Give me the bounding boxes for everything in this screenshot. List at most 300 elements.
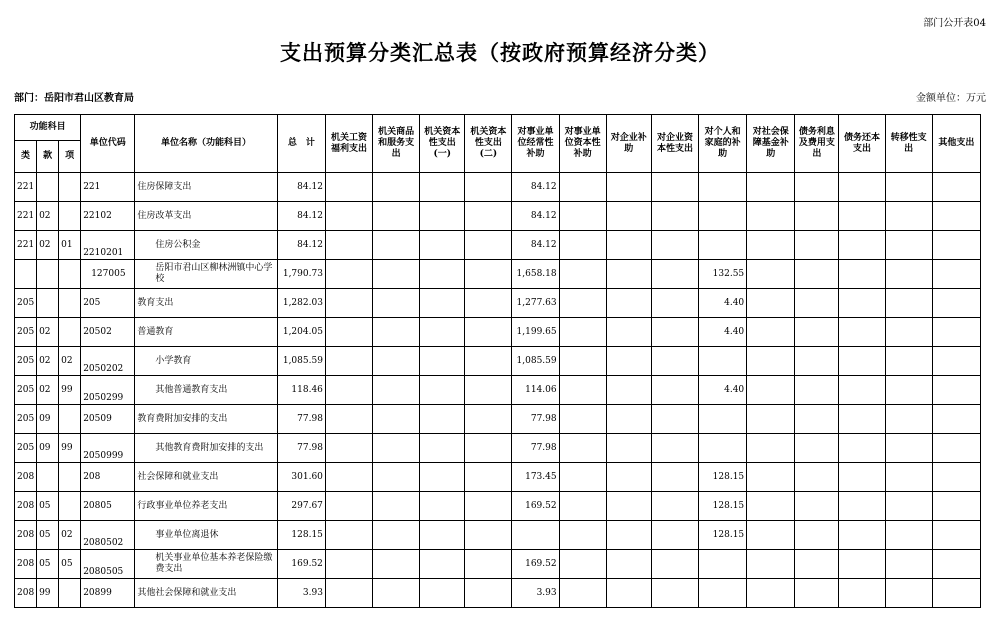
cell-value (373, 521, 420, 550)
cell-value (932, 376, 980, 405)
cell-value (932, 202, 980, 231)
cell-value (747, 289, 795, 318)
cell-unit-code: 20509 (81, 405, 135, 434)
cell-unit-code: 20899 (81, 579, 135, 608)
table-row (15, 376, 981, 405)
cell-value (325, 202, 372, 231)
cell-value (795, 289, 839, 318)
header-col: 其他支出 (932, 115, 980, 173)
cell-value (606, 231, 651, 260)
cell-value (932, 521, 980, 550)
cell-value (325, 550, 372, 579)
cell-value: 169.52 (512, 550, 559, 579)
cell-value (373, 173, 420, 202)
header-unit-code: 单位代码 (81, 115, 135, 173)
cell-unit-code: 2050202 (81, 347, 135, 376)
cell-value (747, 202, 795, 231)
header-col: 对社会保障基金补助 (747, 115, 795, 173)
cell-value (699, 434, 747, 463)
table-row (15, 463, 981, 492)
cell-value (932, 260, 980, 289)
cell-value (651, 405, 698, 434)
cell-value (795, 463, 839, 492)
cell-total: 3.93 (277, 579, 325, 608)
table-body (15, 173, 981, 608)
cell-value: 77.98 (512, 405, 559, 434)
cell-value (651, 376, 698, 405)
cell-kuan: 09 (37, 434, 59, 463)
table-row (15, 231, 981, 260)
cell-xiang (59, 579, 81, 608)
cell-value (747, 231, 795, 260)
cell-value (795, 347, 839, 376)
header-col: 债务还本支出 (839, 115, 885, 173)
cell-value (606, 173, 651, 202)
cell-kuan: 05 (37, 521, 59, 550)
table-row (15, 434, 981, 463)
cell-value (465, 579, 512, 608)
cell-kuan: 99 (37, 579, 59, 608)
cell-value: 128.15 (699, 463, 747, 492)
cell-value (747, 434, 795, 463)
cell-value (885, 463, 932, 492)
cell-value (373, 318, 420, 347)
cell-value (932, 579, 980, 608)
cell-value (606, 376, 651, 405)
cell-value (747, 463, 795, 492)
cell-value (651, 202, 698, 231)
cell-unit-code: 2210201 (81, 231, 135, 260)
cell-xiang (59, 318, 81, 347)
cell-value (325, 492, 372, 521)
cell-total: 1,282.03 (277, 289, 325, 318)
cell-value (885, 289, 932, 318)
table-row (15, 405, 981, 434)
cell-value (932, 231, 980, 260)
cell-lei: 205 (15, 376, 37, 405)
cell-kuan: 02 (37, 231, 59, 260)
cell-value (839, 318, 885, 347)
header-col: 对企业资本性支出 (651, 115, 698, 173)
cell-lei: 221 (15, 231, 37, 260)
cell-value (420, 231, 465, 260)
cell-value: 4.40 (699, 289, 747, 318)
cell-value (420, 492, 465, 521)
cell-lei: 221 (15, 202, 37, 231)
cell-value (373, 202, 420, 231)
cell-value (885, 173, 932, 202)
cell-value (559, 521, 606, 550)
table-row (15, 550, 981, 579)
cell-value (373, 434, 420, 463)
cell-value (651, 231, 698, 260)
cell-value (747, 260, 795, 289)
cell-value (606, 347, 651, 376)
header-xiang: 项 (59, 141, 81, 173)
cell-value (465, 260, 512, 289)
cell-value (795, 550, 839, 579)
cell-value (559, 318, 606, 347)
cell-value (373, 463, 420, 492)
cell-value (699, 550, 747, 579)
cell-lei: 208 (15, 579, 37, 608)
cell-unit-name: 社会保障和就业支出 (135, 463, 277, 492)
cell-value (325, 318, 372, 347)
cell-total: 1,204.05 (277, 318, 325, 347)
cell-value (795, 202, 839, 231)
cell-unit-name: 小学教育 (135, 347, 277, 376)
cell-unit-code: 2050999 (81, 434, 135, 463)
cell-kuan: 02 (37, 318, 59, 347)
cell-xiang: 01 (59, 231, 81, 260)
cell-unit-name: 教育费附加安排的支出 (135, 405, 277, 434)
cell-xiang: 99 (59, 376, 81, 405)
cell-unit-name: 教育支出 (135, 289, 277, 318)
cell-total: 77.98 (277, 405, 325, 434)
cell-value (651, 579, 698, 608)
cell-xiang (59, 463, 81, 492)
cell-xiang (59, 289, 81, 318)
cell-value (559, 376, 606, 405)
cell-value (373, 289, 420, 318)
cell-value (420, 376, 465, 405)
cell-value (606, 521, 651, 550)
cell-unit-name: 住房改革支出 (135, 202, 277, 231)
cell-xiang (59, 173, 81, 202)
cell-value (325, 231, 372, 260)
cell-value: 4.40 (699, 318, 747, 347)
cell-value (420, 347, 465, 376)
cell-value: 84.12 (512, 231, 559, 260)
cell-value (512, 521, 559, 550)
header-col: 机关商品和服务支出 (373, 115, 420, 173)
page-title: 支出预算分类汇总表（按政府预算经济分类） (280, 40, 720, 65)
cell-value (325, 463, 372, 492)
cell-value (839, 579, 885, 608)
cell-value (795, 231, 839, 260)
cell-value (559, 579, 606, 608)
cell-unit-name: 其他教育费附加安排的支出 (135, 434, 277, 463)
cell-lei: 208 (15, 521, 37, 550)
cell-value (839, 434, 885, 463)
cell-unit-name: 普通教育 (135, 318, 277, 347)
cell-value (747, 492, 795, 521)
cell-xiang (59, 405, 81, 434)
cell-total: 1,790.73 (277, 260, 325, 289)
header-col: 机关资本性支出(二) (465, 115, 512, 173)
amount-unit-label: 金额单位：万元 (916, 93, 986, 104)
cell-unit-code: 221 (81, 173, 135, 202)
header-col: 债务利息及费用支出 (795, 115, 839, 173)
cell-value (699, 173, 747, 202)
header-col: 对事业单位资本性补助 (559, 115, 606, 173)
cell-kuan: 02 (37, 202, 59, 231)
cell-unit-code: 205 (81, 289, 135, 318)
cell-value (885, 202, 932, 231)
cell-value (325, 260, 372, 289)
cell-value (465, 492, 512, 521)
cell-kuan: 02 (37, 347, 59, 376)
cell-value (885, 434, 932, 463)
header-col: 转移性支出 (885, 115, 932, 173)
cell-value (559, 434, 606, 463)
cell-value (747, 405, 795, 434)
cell-kuan: 09 (37, 405, 59, 434)
cell-value (420, 434, 465, 463)
cell-value (559, 463, 606, 492)
header-function-subject: 功能科目 (15, 115, 81, 141)
cell-value (699, 202, 747, 231)
cell-value (795, 173, 839, 202)
cell-value (932, 492, 980, 521)
cell-value (559, 405, 606, 434)
cell-value (795, 521, 839, 550)
cell-value (465, 405, 512, 434)
cell-value: 169.52 (512, 492, 559, 521)
cell-value (651, 550, 698, 579)
header-lei: 类 (15, 141, 37, 173)
cell-value (885, 260, 932, 289)
cell-unit-name: 岳阳市君山区柳林洲镇中心学校 (135, 260, 277, 289)
cell-value (651, 173, 698, 202)
cell-lei: 205 (15, 318, 37, 347)
cell-value (699, 347, 747, 376)
cell-value (932, 347, 980, 376)
header-col: 对企业补助 (606, 115, 651, 173)
cell-unit-name: 其他普通教育支出 (135, 376, 277, 405)
cell-unit-name: 住房公积金 (135, 231, 277, 260)
cell-unit-code: 2050299 (81, 376, 135, 405)
cell-value: 1,277.63 (512, 289, 559, 318)
cell-value (606, 579, 651, 608)
cell-value (839, 231, 885, 260)
cell-value (747, 579, 795, 608)
cell-value (885, 579, 932, 608)
cell-xiang (59, 260, 81, 289)
cell-value (559, 260, 606, 289)
cell-value (325, 434, 372, 463)
cell-value (932, 405, 980, 434)
department-label: 部门：岳阳市君山区教育局 (14, 93, 134, 104)
cell-value: 77.98 (512, 434, 559, 463)
cell-value (420, 521, 465, 550)
cell-xiang: 05 (59, 550, 81, 579)
table-row (15, 202, 981, 231)
cell-total: 301.60 (277, 463, 325, 492)
cell-value (373, 405, 420, 434)
cell-value (325, 579, 372, 608)
cell-value (606, 260, 651, 289)
cell-value (699, 405, 747, 434)
cell-value (885, 347, 932, 376)
cell-value (420, 550, 465, 579)
cell-value (885, 376, 932, 405)
cell-value (651, 318, 698, 347)
cell-value (559, 347, 606, 376)
cell-value (465, 202, 512, 231)
cell-value (795, 376, 839, 405)
cell-value (885, 492, 932, 521)
cell-value (559, 173, 606, 202)
cell-unit-code: 2080505 (81, 550, 135, 579)
cell-kuan: 05 (37, 492, 59, 521)
cell-value (325, 521, 372, 550)
cell-xiang: 02 (59, 347, 81, 376)
cell-value (465, 347, 512, 376)
cell-value (465, 550, 512, 579)
cell-value (795, 318, 839, 347)
table-row (15, 579, 981, 608)
cell-lei (15, 260, 37, 289)
cell-lei: 205 (15, 434, 37, 463)
cell-total: 118.46 (277, 376, 325, 405)
table-row (15, 260, 981, 289)
table-row (15, 492, 981, 521)
cell-value (885, 521, 932, 550)
cell-value (651, 434, 698, 463)
cell-value (606, 463, 651, 492)
cell-value (559, 202, 606, 231)
cell-total: 84.12 (277, 173, 325, 202)
table-row (15, 347, 981, 376)
cell-kuan: 05 (37, 550, 59, 579)
cell-value: 4.40 (699, 376, 747, 405)
cell-value (747, 173, 795, 202)
cell-value (606, 318, 651, 347)
cell-value (651, 289, 698, 318)
cell-unit-code: 20805 (81, 492, 135, 521)
cell-value: 3.93 (512, 579, 559, 608)
cell-total: 84.12 (277, 231, 325, 260)
cell-value (839, 202, 885, 231)
cell-value (559, 550, 606, 579)
expenditure-table (14, 114, 981, 608)
cell-value (465, 231, 512, 260)
table-row (15, 318, 981, 347)
cell-kuan (37, 173, 59, 202)
cell-value (373, 376, 420, 405)
cell-lei: 205 (15, 347, 37, 376)
cell-value: 1,085.59 (512, 347, 559, 376)
cell-value (651, 492, 698, 521)
cell-value (747, 347, 795, 376)
cell-unit-code: 20502 (81, 318, 135, 347)
cell-value (373, 260, 420, 289)
header-kuan: 款 (37, 141, 59, 173)
cell-total: 297.67 (277, 492, 325, 521)
cell-value (932, 550, 980, 579)
cell-unit-code: 127005 (81, 260, 135, 289)
cell-value (373, 492, 420, 521)
cell-value (839, 521, 885, 550)
cell-value (699, 579, 747, 608)
cell-value (465, 434, 512, 463)
cell-value (373, 347, 420, 376)
cell-total: 84.12 (277, 202, 325, 231)
cell-lei: 221 (15, 173, 37, 202)
cell-value: 128.15 (699, 521, 747, 550)
cell-value (839, 492, 885, 521)
cell-value (795, 405, 839, 434)
cell-value: 1,199.65 (512, 318, 559, 347)
cell-value (932, 318, 980, 347)
cell-unit-name: 行政事业单位养老支出 (135, 492, 277, 521)
cell-value (651, 347, 698, 376)
cell-value: 132.55 (699, 260, 747, 289)
cell-value (885, 318, 932, 347)
cell-value (420, 579, 465, 608)
cell-value (839, 550, 885, 579)
cell-value (325, 289, 372, 318)
cell-value: 84.12 (512, 202, 559, 231)
cell-lei: 208 (15, 463, 37, 492)
cell-value (651, 521, 698, 550)
cell-xiang (59, 492, 81, 521)
header-total: 总 计 (277, 115, 325, 173)
cell-value (325, 376, 372, 405)
cell-unit-code: 2080502 (81, 521, 135, 550)
cell-value (465, 376, 512, 405)
cell-value (839, 463, 885, 492)
cell-total: 77.98 (277, 434, 325, 463)
cell-value (747, 521, 795, 550)
cell-value (839, 260, 885, 289)
cell-total: 1,085.59 (277, 347, 325, 376)
cell-lei: 208 (15, 550, 37, 579)
table-row (15, 173, 981, 202)
header-col: 机关资本性支出(一) (420, 115, 465, 173)
header-col: 对事业单位经常性补助 (512, 115, 559, 173)
cell-value (606, 550, 651, 579)
cell-value (932, 434, 980, 463)
table-row (15, 289, 981, 318)
cell-value (699, 231, 747, 260)
cell-value (420, 289, 465, 318)
header-col: 对个人和家庭的补助 (699, 115, 747, 173)
cell-value (795, 434, 839, 463)
cell-value (795, 260, 839, 289)
cell-unit-name: 事业单位离退休 (135, 521, 277, 550)
cell-value: 173.45 (512, 463, 559, 492)
cell-value (885, 405, 932, 434)
cell-value (885, 231, 932, 260)
cell-kuan (37, 463, 59, 492)
cell-value (606, 434, 651, 463)
cell-value (651, 463, 698, 492)
cell-value (839, 289, 885, 318)
cell-value (795, 492, 839, 521)
cell-lei: 205 (15, 405, 37, 434)
cell-total: 128.15 (277, 521, 325, 550)
cell-value (606, 202, 651, 231)
cell-unit-name: 住房保障支出 (135, 173, 277, 202)
cell-value: 128.15 (699, 492, 747, 521)
cell-value (325, 347, 372, 376)
cell-value (559, 492, 606, 521)
cell-unit-name: 其他社会保障和就业支出 (135, 579, 277, 608)
header-unit-name: 单位名称（功能科目） (135, 115, 277, 173)
cell-value (420, 318, 465, 347)
cell-value: 1,658.18 (512, 260, 559, 289)
cell-value (465, 318, 512, 347)
cell-kuan: 02 (37, 376, 59, 405)
cell-xiang: 02 (59, 521, 81, 550)
cell-value (839, 347, 885, 376)
cell-value (606, 492, 651, 521)
cell-unit-name: 机关事业单位基本养老保险缴费支出 (135, 550, 277, 579)
cell-value (420, 173, 465, 202)
cell-value (420, 405, 465, 434)
